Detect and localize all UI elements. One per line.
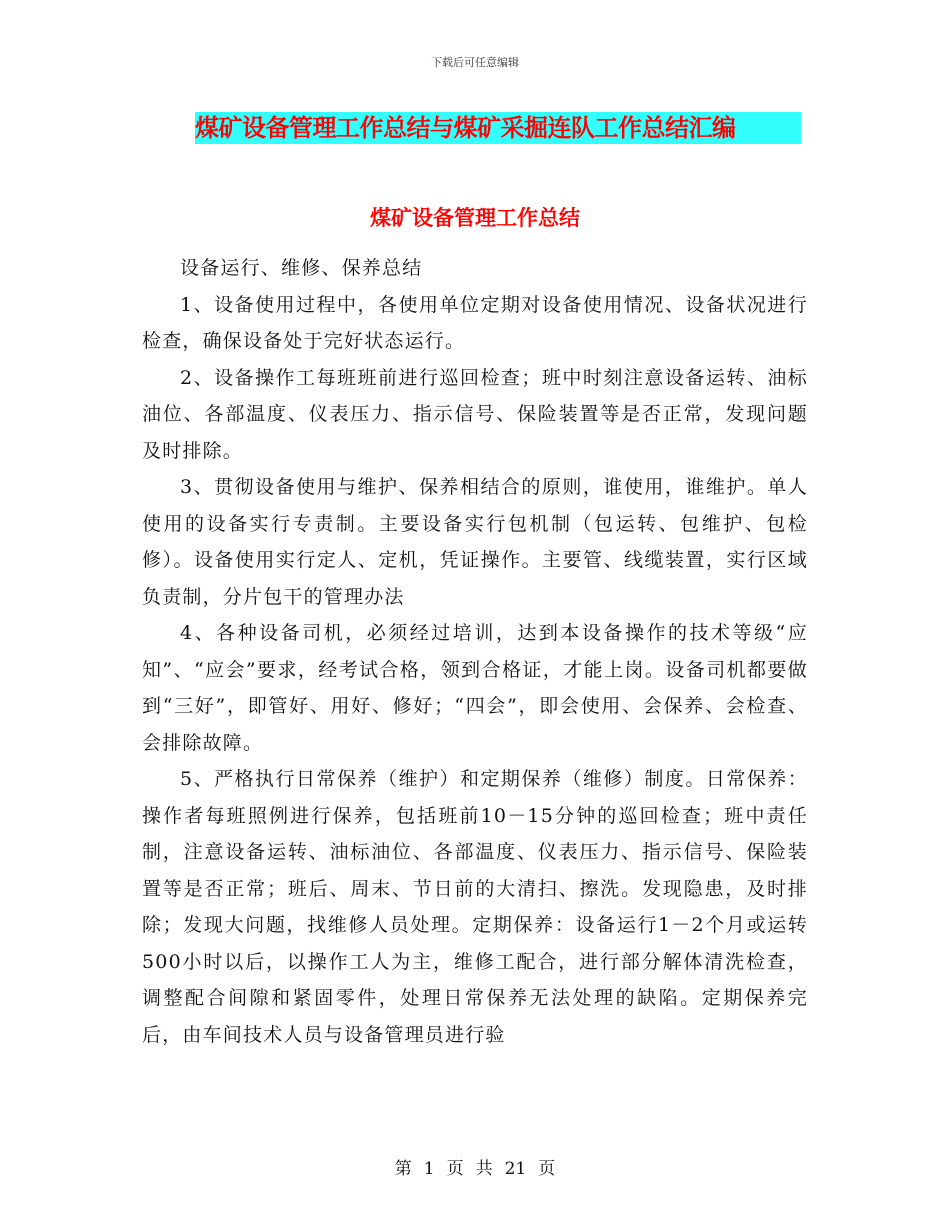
footer-prefix: 第 xyxy=(394,1159,412,1179)
footer-suffix: 页 xyxy=(538,1159,556,1179)
paragraph-2: 2、设备操作工每班班前进行巡回检查；班中时刻注意设备运转、油标油位、各部温度、仪表压力、指示信号、保险装置等是否正常，发现问题及时排除。 xyxy=(142,366,808,462)
footer-page-word: 页 xyxy=(446,1159,464,1179)
footer-total-pages: 21 xyxy=(504,1159,527,1179)
paragraph-1: 1、设备使用过程中，各使用单位定期对设备使用情况、设备状况进行检查，确保设备处于完好状态运行。 xyxy=(142,293,808,352)
paragraph-subheading: 设备运行、维修、保养总结 xyxy=(180,257,423,279)
footer-total-word: 共 xyxy=(475,1159,493,1179)
header-note: 下载后可任意编辑 xyxy=(431,56,519,69)
paragraph-3: 3、贯彻设备使用与维护、保养相结合的原则，谁使用，谁维护。单人使用的设备实行专责制。主要设备实行包机制（包运转、包维护、包检修）。设备使用实行定人、定机，凭证操作。主要管、线缆装置，实行区域负责制，分片包干的管理办法 xyxy=(142,476,808,608)
main-title: 煤矿设备管理工作总结与煤矿采掘连队工作总结汇编 xyxy=(195,114,736,142)
section-title: 煤矿设备管理工作总结 xyxy=(370,206,580,230)
page-footer xyxy=(0,1154,950,1179)
paragraph-5: 5、严格执行日常保养（维护）和定期保养（维修）制度。日常保养：操作者每班照例进行保养，包括班前10－15分钟的巡回检查；班中责任制，注意设备运转、油标油位、各部温度、仪表压力、指示信号、保险装置等是否正常；班后、周末、节日前的大清扫、擦洗。发现隐患，及时排除；发现大问题，找维修人员处理。定期保养：设备运行1－2个月或运转500小时以后，以操作工人为主，维修工配合，进行部分解体清洗检查，调整配合间隙和紧固零件，处理日常保养无法处理的缺陷。定期保养完后，由车间技术人员与设备管理员进行验 xyxy=(142,768,808,1046)
document-body xyxy=(142,250,808,1053)
main-title-highlight xyxy=(195,112,801,144)
paragraph-4: 4、各种设备司机，必须经过培训，达到本设备操作的技术等级“应知”、“应会”要求，经考试合格，领到合格证，才能上岗。设备司机都要做到“三好”，即管好、用好、修好；“四会”，即会使用、会保养、会检查、会排除故障。 xyxy=(142,622,808,754)
footer-current-page: 1 xyxy=(423,1159,435,1179)
